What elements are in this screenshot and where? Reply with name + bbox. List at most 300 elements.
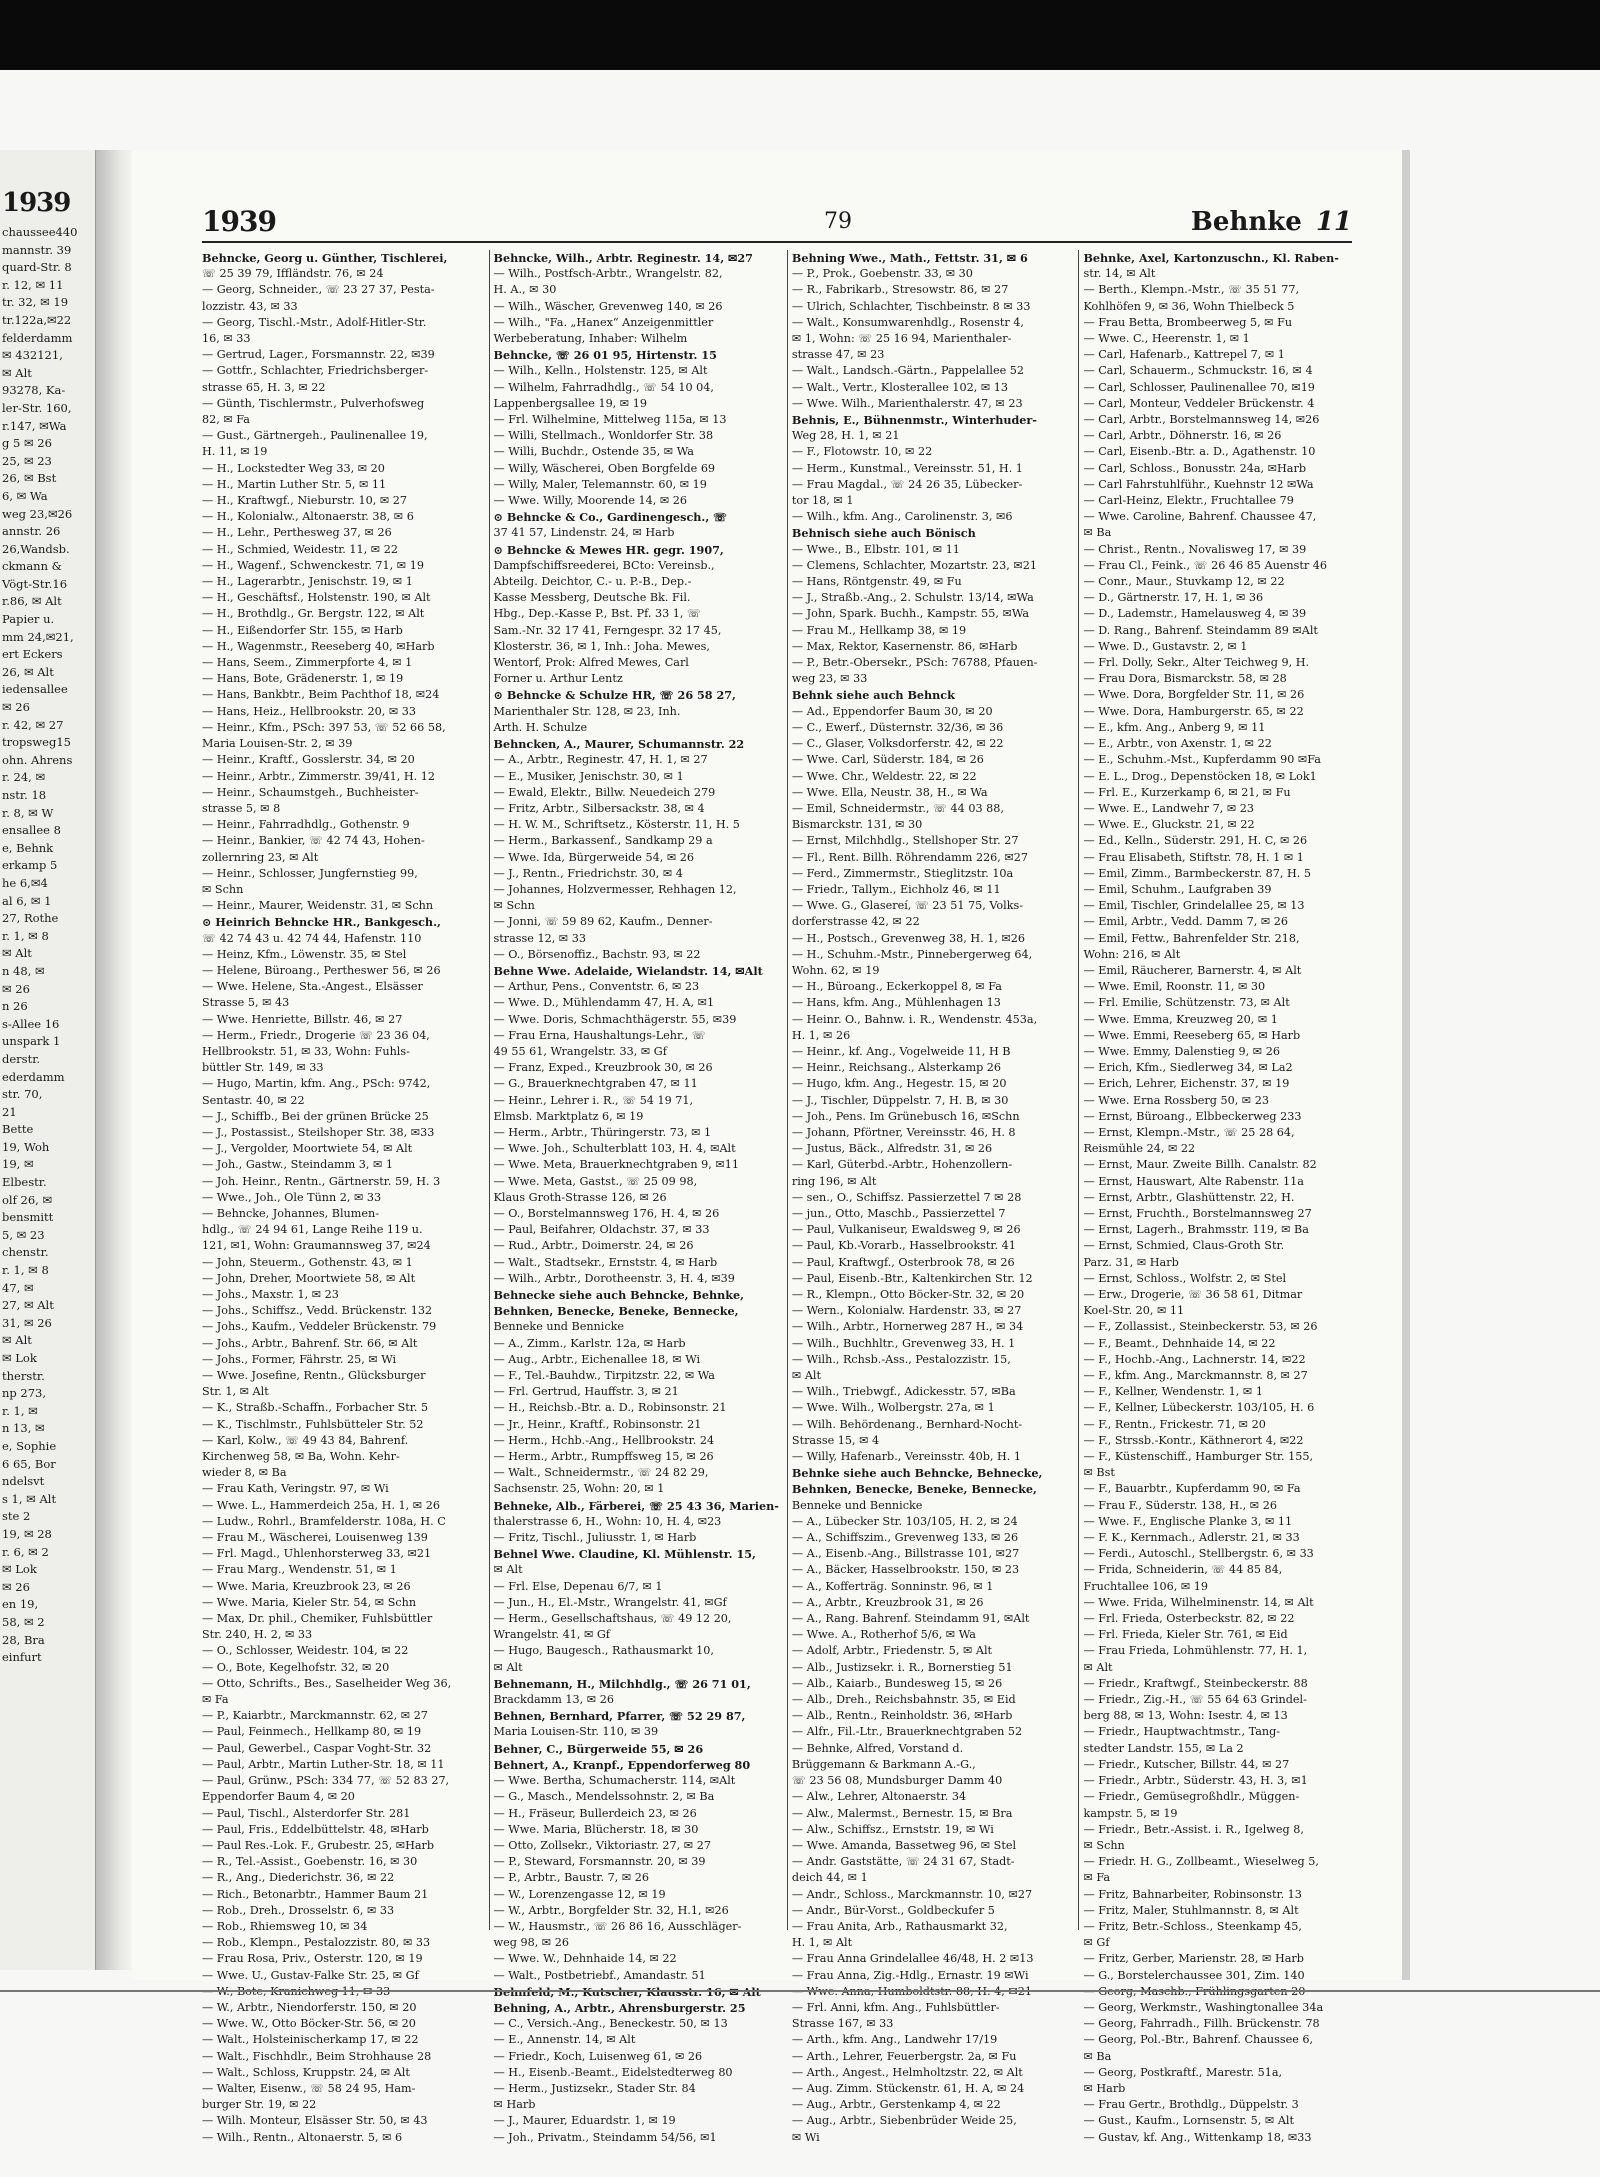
directory-entry-line: — Ulrich, Schlachter, Tischbeinstr. 8 ✉ 33 [791, 299, 1031, 313]
directory-entry-line: — Johs., Kaufm., Veddeler Brückenstr. 79 [202, 1320, 437, 1334]
directory-entry-line: — Wwe. D., Gustavstr. 2, ✉ 1 [1083, 639, 1248, 653]
directory-entry-line: — E., Annenstr. 14, ✉ Alt [493, 2033, 636, 2047]
directory-entry-line: — A., Schiffszim., Grevenweg 133, ✉ 26 [791, 1531, 1019, 1545]
directory-entry-line: — Frau Dora, Bismarckstr. 58, ✉ 28 [1083, 672, 1287, 686]
directory-entry-line: H. 1, ✉ Alt [791, 1936, 853, 1950]
directory-entry-line: — Berth., Klempn.-Mstr., ☏ 35 51 77, [1083, 283, 1300, 297]
directory-entry-line: dorferstrasse 42, ✉ 22 [791, 915, 920, 929]
directory-entry-line: ⊙ Heinrich Behncke HR., Bankgesch., [202, 915, 441, 930]
directory-entry-line: — Gustav, kf. Ang., Wittenkamp 18, ✉33 [1083, 2130, 1312, 2144]
previous-page-line: ✉ Lok [2, 1562, 37, 1577]
directory-entry-line: — Wwe. Willy, Moorende 14, ✉ 26 [493, 494, 688, 508]
directory-entry-line: — Wilh., "Fa. „Hanex“ Anzeigenmittler [493, 315, 714, 329]
directory-entry-line: Behnemann, H., Milchhdlg., ☏ 26 71 01, [493, 1676, 751, 1691]
directory-entry-line: — Wwe. Wilh., Marienthalerstr. 47, ✉ 23 [791, 396, 1023, 410]
directory-entry-line: — Frau Elisabeth, Stiftstr. 78, H. 1 ✉ 1 [1083, 850, 1304, 864]
directory-entry-line: — E., Arbtr., von Axenstr. 1, ✉ 22 [1083, 737, 1272, 751]
directory-entry-line: — Rob., Klempn., Pestalozzistr. 80, ✉ 33 [202, 1936, 431, 1950]
directory-entry-line: — Walt., Schneidermstr., ☏ 24 82 29, [493, 1466, 709, 1480]
directory-entry-line: — Paul, Kraftwgf., Osterbrook 78, ✉ 26 [791, 1255, 1015, 1269]
directory-entry-line: 37 41 57, Lindenstr. 24, ✉ Harb [493, 526, 675, 540]
directory-entry-line: Benneke und Bennicke [493, 1320, 625, 1334]
directory-entry-line: Behnk siehe auch Behnck [791, 688, 955, 703]
directory-entry-line: — Friedr., Kraftwgf., Steinbeckerstr. 88 [1083, 1676, 1308, 1690]
directory-entry-line: — H., Kolonialw., Altonaerstr. 38, ✉ 6 [202, 510, 414, 524]
directory-entry-line: Behnen, Bernhard, Pfarrer, ☏ 52 29 87, [493, 1709, 746, 1724]
directory-entry-line: — Wwe. Emmy, Dalenstieg 9, ✉ 26 [1083, 1044, 1280, 1058]
directory-entry-line: — Paul, Vulkaniseur, Ewaldsweg 9, ✉ 26 [791, 1223, 1021, 1237]
previous-page-line: tr. 32, ✉ 19 [2, 295, 69, 310]
directory-entry-line: — H., Geschäftsf., Holstenstr. 190, ✉ Alt [202, 591, 431, 605]
directory-entry-line: ✉ Alt [493, 1563, 523, 1577]
directory-entry-line: — Frau Gertr., Brothdlg., Düppelstr. 3 [1083, 2098, 1299, 2112]
directory-entry-line: — Wwe., B., Elbstr. 101, ✉ 11 [791, 542, 960, 556]
directory-entry-line: — Gust., Gärtnergeh., Paulinenallee 19, [202, 429, 428, 443]
previous-page-line: erkamp 5 [2, 858, 58, 873]
directory-entry-line: — Wwe. Ella, Neustr. 38, H., ✉ Wa [791, 785, 988, 799]
directory-entry-line: Sachsenstr. 25, Wohn: 20, ✉ 1 [493, 1482, 665, 1496]
directory-entry-line: — Rich., Betonarbtr., Hammer Baum 21 [202, 1887, 429, 1901]
directory-entry-line: ✉ Schn [1083, 1838, 1125, 1852]
directory-entry-line: — Heinr., Bankier, ☏ 42 74 43, Hohen- [202, 834, 425, 848]
previous-page-line: ert Eckers [2, 647, 63, 662]
previous-page-line: Elbestr. [2, 1175, 47, 1190]
previous-page-line: ✉ Alt [2, 365, 32, 380]
directory-entry-line: — Heinz, Kfm., Löwenstr. 35, ✉ Stel [202, 947, 407, 961]
directory-entry-line: — F., Flotowstr. 10, ✉ 22 [791, 445, 933, 459]
directory-entry-line: — Wwe. D., Mühlendamm 47, H. A, ✉1 [493, 996, 715, 1010]
directory-entry-line: — Wwe. Meta, Brauerknechtgraben 9, ✉11 [493, 1158, 739, 1172]
previous-page-line: ✉ 26 [2, 1579, 30, 1594]
directory-entry-line: — E. L., Drog., Depenstöcken 18, ✉ Lok1 [1083, 769, 1317, 783]
directory-entry-line: — Johs., Schiffsz., Vedd. Brückenstr. 132 [202, 1304, 433, 1318]
previous-page-line: n 48, ✉ [2, 963, 45, 978]
directory-entry-line: — J., Postassist., Steilshoper Str. 38, ✉33 [202, 1125, 435, 1139]
previous-page-line: s-Allee 16 [2, 1016, 60, 1031]
directory-entry-line: 49 55 61, Wrangelstr. 33, ✉ Gf [493, 1044, 667, 1058]
directory-entry-line: Behner, C., Bürgerweide 55, ✉ 26 [493, 1741, 704, 1756]
directory-entry-line: — Wilh. Monteur, Elsässer Str. 50, ✉ 43 [202, 2114, 428, 2128]
directory-entry-line: — Wwe. Meta, Gastst., ☏ 25 09 98, [493, 1174, 698, 1188]
directory-entry-line: — John, Spark. Buchh., Kampstr. 55, ✉Wa [791, 607, 1030, 621]
directory-entry-line: — Ed., Kelln., Süderstr. 291, H. C, ✉ 26 [1083, 834, 1308, 848]
directory-entry-line: — Fritz, Bahnarbeiter, Robinsonstr. 13 [1083, 1887, 1302, 1901]
previous-page-line: r.86, ✉ Alt [2, 594, 62, 609]
directory-entry-line: — Herm., Kunstmal., Vereinsstr. 51, H. 1 [791, 461, 1023, 475]
directory-entry-line: — O., Börsenoffiz., Bachstr. 93, ✉ 22 [493, 947, 701, 961]
directory-entry-line: Str. 1, ✉ Alt [202, 1385, 269, 1399]
previous-page-line: s 1, ✉ Alt [2, 1491, 57, 1506]
directory-entry-line: — Frau Cl., Feink., ☏ 26 46 85 Auenstr 46 [1083, 558, 1327, 572]
directory-entry-line: — W., Arbtr., Borgfelder Str. 32, H.1, ✉26 [493, 1903, 729, 1917]
directory-entry-line: — Alb., Kaiarb., Bundesweg 15, ✉ 26 [791, 1676, 1003, 1690]
directory-entry-line: — F., Küstenschiff., Hamburger Str. 155, [1083, 1450, 1314, 1464]
directory-page [132, 150, 1402, 2144]
previous-page-line: 27, ✉ Alt [2, 1298, 54, 1313]
directory-entry-line: — Herm., Friedr., Drogerie ☏ 23 36 04, [202, 1028, 430, 1042]
previous-page-line: r. 1, ✉ 8 [2, 928, 49, 943]
directory-entry-line: — Herm., Gesellschaftshaus, ☏ 49 12 20, [493, 1612, 732, 1626]
directory-entry-line: — Friedr. H. G., Zollbeamt., Wieselweg 5, [1083, 1855, 1319, 1869]
directory-entry-line: — Wwe. Joh., Schulterblatt 103, H. 4, ✉Alt [493, 1142, 736, 1156]
directory-entry-line: — Wwe. Dora, Hamburgerstr. 65, ✉ 22 [1083, 704, 1304, 718]
previous-page-line: ckmann & [2, 559, 62, 574]
directory-entry-line: — Ernst, Lagerh., Brahmsstr. 119, ✉ Ba [1083, 1223, 1309, 1237]
directory-entry-line: — Georg, Postkraftf., Marestr. 51a, [1083, 2065, 1283, 2079]
directory-entry-line: — Fritz, Arbtr., Silbersackstr. 38, ✉ 4 [493, 801, 705, 815]
directory-entry-line: — Paul, Kb.-Vorarb., Hasselbrookstr. 41 [791, 1239, 1016, 1253]
directory-entry-line: — A., Kofferträg. Sonninstr. 96, ✉ 1 [791, 1579, 994, 1593]
directory-entry-line: — Ernst, Schmied, Claus-Groth Str. [1083, 1239, 1285, 1253]
directory-entry-line: — Hugo, Martin, kfm. Ang., PSch: 9742, [202, 1077, 431, 1091]
previous-page-line: weg 23,✉26 [2, 506, 73, 521]
directory-entry-line: — Ewald, Elektr., Billw. Neuedeich 279 [493, 785, 716, 799]
previous-page-line: 19, ✉ 28 [2, 1526, 52, 1541]
previous-page-line: Bette [2, 1122, 34, 1137]
directory-entry-line: thalerstrasse 6, H., Wohn: 10, H. 4, ✉23 [493, 1514, 722, 1528]
directory-entry-line: — Frau Frieda, Lohmühlenstr. 77, H. 1, [1083, 1644, 1308, 1658]
directory-entry-line: — Carl, Schauerm., Schmuckstr. 16, ✉ 4 [1083, 364, 1313, 378]
directory-entry-line: — Hugo, kfm. Ang., Hegestr. 15, ✉ 20 [791, 1077, 1007, 1091]
directory-entry-line: — Heinr., Fahrradhdlg., Gothenstr. 9 [202, 818, 410, 832]
directory-entry-line: — Andr., Bür-Vorst., Goldbeckufer 5 [791, 1903, 995, 1917]
directory-entry-line: — Johs., Maxstr. 1, ✉ 23 [202, 1288, 339, 1301]
directory-entry-line: — Frl. Emilie, Schützenstr. 73, ✉ Alt [1083, 996, 1290, 1010]
directory-entry-line: — C., Glaser, Volksdorferstr. 42, ✉ 22 [791, 737, 1004, 751]
directory-entry-line: — Gottfr., Schlachter, Friedrichsberger- [202, 364, 429, 378]
directory-entry-line: weg 23, ✉ 33 [791, 672, 868, 686]
directory-entry-line: — A., Eisenb.-Ang., Billstrasse 101, ✉27 [791, 1547, 1020, 1561]
previous-page-line: 19, ✉ [2, 1157, 34, 1172]
directory-entry-line: — Ernst, Klempn.-Mstr., ☏ 25 28 64, [1083, 1125, 1295, 1139]
directory-entry-line: — Friedr., Koch, Luisenweg 61, ✉ 26 [493, 2049, 703, 2063]
directory-entry-line: — Herm., Justizsekr., Stader Str. 84 [493, 2081, 696, 2095]
directory-entry-line: Wohn: 216, ✉ Alt [1083, 947, 1181, 961]
previous-page-line: 21 [2, 1104, 17, 1119]
directory-entry-line: — Georg, Pol.-Btr., Bahrenf. Chaussee 6, [1083, 2033, 1314, 2047]
directory-entry-line: — W., Hausmstr., ☏ 26 86 16, Ausschläger- [493, 1919, 742, 1933]
previous-page-line: en 19, [2, 1597, 39, 1612]
directory-entry-line: Lappenbergsallee 19, ✉ 19 [493, 396, 647, 410]
previous-page-line: ✉ 432121, [2, 348, 63, 363]
directory-entry-line: Klaus Groth-Strasse 126, ✉ 26 [493, 1190, 667, 1204]
directory-entry-line: Behnel Wwe. Claudine, Kl. Mühlenstr. 15, [493, 1547, 756, 1562]
directory-entry-line: — Wilh., Triebwgf., Adickesstr. 57, ✉Ba [791, 1385, 1016, 1399]
directory-entry-line: — Walt., Konsumwarenhdlg., Rosenstr 4, [791, 315, 1024, 329]
previous-page-line: ohn. Ahrens [2, 752, 73, 767]
directory-entry-line: — Friedr., Kutscher, Billstr. 44, ✉ 27 [1083, 1757, 1290, 1771]
directory-entry-line: — Carl, Schlosser, Paulinenallee 70, ✉19 [1083, 380, 1315, 394]
directory-entry-line: — Walt., Landsch.-Gärtn., Pappelallee 52 [791, 364, 1025, 378]
page-edge-shadow [1402, 150, 1410, 1980]
previous-page-line: np 273, [2, 1386, 47, 1401]
directory-entry-line: — Heinr., Schlosser, Jungfernstieg 99, [202, 866, 418, 880]
directory-entry-line: — Frau Anita, Arb., Rathausmarkt 32, [791, 1919, 1008, 1933]
directory-entry-line: Brackdamm 13, ✉ 26 [493, 1693, 614, 1707]
directory-entry-line: — Ernst, Hauswart, Alte Rabenstr. 11a [1083, 1174, 1304, 1188]
directory-entry-line: — H., Kraftwgf., Nieburstr. 10, ✉ 27 [202, 494, 408, 508]
directory-entry-line: — Frau Anna Grindelallee 46/48, H. 2 ✉13 [791, 1952, 1034, 1966]
directory-entry-line: kampstr. 5, ✉ 19 [1083, 1806, 1178, 1820]
column-2 [489, 250, 779, 2144]
directory-entry-line: — sen., O., Schiffsz. Passierzettel 7 ✉ 28 [791, 1190, 1022, 1204]
previous-page-line: ensallee 8 [2, 823, 61, 838]
directory-entry-line: — Wwe. Helene, Sta.-Angest., Elsässer [202, 980, 423, 994]
directory-entry-line: ☏ 23 56 08, Mundsburger Damm 40 [791, 1774, 1003, 1788]
directory-entry-line: strasse 65, H. 3, ✉ 22 [202, 380, 326, 394]
directory-entry-line: — Carl-Heinz, Elektr., Fruchtallee 79 [1083, 494, 1294, 508]
directory-entry-line: — Walt., Schloss, Kruppstr. 24, ✉ Alt [202, 2065, 410, 2079]
directory-entry-line: — Frau Rosa, Priv., Osterstr. 120, ✉ 19 [202, 1952, 423, 1966]
previous-page-line: e, Behnk [2, 840, 54, 855]
directory-entry-line: Reismühle 24, ✉ 22 [1083, 1142, 1196, 1156]
directory-entry-line: — H., Lagerarbtr., Jenischstr. 19, ✉ 1 [202, 575, 413, 589]
directory-entry-line: — Ernst, Arbtr., Glashüttenstr. 22, H. [1083, 1190, 1295, 1204]
directory-entry-line: — Wwe. Bertha, Schumacherstr. 114, ✉Alt [493, 1774, 736, 1788]
directory-entry-line: Benneke und Bennicke [791, 1498, 923, 1512]
directory-entry-line: Sentastr. 40, ✉ 22 [202, 1093, 305, 1107]
directory-entry-line: — Willy, Wäscherei, Oben Borgfelde 69 [493, 461, 716, 475]
directory-entry-line: 121, ✉1, Wohn: Graumannsweg 37, ✉24 [202, 1239, 431, 1253]
directory-entry-line: — Arth., Lehrer, Feuerbergstr. 2a, ✉ Fu [791, 2049, 1017, 2063]
directory-entry-line: — R., Ang., Diederichstr. 36, ✉ 22 [202, 1871, 395, 1885]
directory-entry-line: — Heinr., Arbtr., Zimmerstr. 39/41, H. 12 [202, 769, 436, 783]
directory-entry-line: — P., Steward, Forsmannstr. 20, ✉ 39 [493, 1855, 706, 1869]
directory-entry-line: ⊙ Behncke & Schulze HR, ☏ 26 58 27, [493, 688, 736, 703]
directory-entry-line: — H., Schuhm.-Mstr., Pinnebergerweg 64, [791, 947, 1033, 961]
directory-entry-line: Elmsb. Marktplatz 6, ✉ 19 [493, 1109, 644, 1123]
directory-entry-line: — Justus, Bäck., Alfredstr. 31, ✉ 26 [791, 1142, 993, 1156]
directory-entry-line: — Frl. Dolly, Sekr., Alter Teichweg 9, H. [1083, 656, 1310, 670]
previous-page-line: Papier u. [2, 612, 55, 627]
previous-page-line: quard-Str. 8 [2, 260, 72, 275]
directory-entry-line: — Hans, Seem., Zimmerpforte 4, ✉ 1 [202, 656, 413, 670]
directory-entry-line: — Max, Rektor, Kasernenstr. 86, ✉Harb [791, 639, 1018, 653]
directory-entry-line: — C., Ewerf., Düsternstr. 32/36, ✉ 36 [791, 720, 1004, 734]
previous-page-line: mannstr. 39 [2, 242, 72, 257]
directory-entry-line: — Frau Kath, Veringstr. 97, ✉ Wi [202, 1482, 389, 1496]
directory-entry-line: — Wwe. Chr., Weldestr. 22, ✉ 22 [791, 769, 977, 783]
directory-entry-line: — Friedr., Gemüsegroßhdlr., Müggen- [1083, 1790, 1300, 1804]
directory-entry-line: — Heinr., Reichsang., Alsterkamp 26 [791, 1061, 1002, 1075]
directory-entry-line: — Heinr. O., Bahnw. i. R., Wendenstr. 453a, [791, 1012, 1038, 1026]
directory-entry-line: — Rud., Arbtr., Doimerstr. 24, ✉ 26 [493, 1239, 694, 1253]
directory-entry-line: — Frl. Frieda, Kieler Str. 761, ✉ Eid [1083, 1628, 1288, 1642]
directory-entry-line: Str. 240, H. 2, ✉ 33 [202, 1628, 313, 1642]
directory-entry-line: Hbg., Dep.-Kasse P., Bst. Pf. 33 1, ☏ [493, 607, 701, 621]
previous-page-line: therstr. [2, 1368, 45, 1383]
previous-page-line: 28, Bra [2, 1632, 45, 1647]
directory-entry-line: H. A., ✉ 30 [493, 283, 557, 297]
directory-entry-line: — Ludw., Rohrl., Bramfelderstr. 108a, H. C [202, 1514, 446, 1528]
previous-page-line: 58, ✉ 2 [2, 1614, 45, 1629]
directory-entry-line: — H. W. M., Schriftsetz., Kösterstr. 11, H. 5 [493, 818, 740, 832]
directory-entry-line: — Willy, Maler, Telemannstr. 60, ✉ 19 [493, 477, 707, 491]
directory-entry-line: — Wilh., Rchsb.-Ass., Pestalozzistr. 15, [791, 1352, 1011, 1366]
directory-entry-line: — Wilh., Buchhltr., Grevenweg 33, H. 1 [791, 1336, 1016, 1350]
directory-entry-line: — Wilh., Wäscher, Grevenweg 140, ✉ 26 [493, 299, 723, 313]
previous-page-line: r. 8, ✉ W [2, 805, 54, 820]
previous-page-line: 6 65, Bor [2, 1456, 56, 1471]
directory-entry-line: — Heinr., Kraftf., Gosslerstr. 34, ✉ 20 [202, 753, 415, 767]
directory-entry-line: — J., Vergolder, Moortwiete 54, ✉ Alt [202, 1142, 413, 1156]
entry-columns [202, 250, 1362, 2144]
directory-entry-line: — R., Tel.-Assist., Goebenstr. 16, ✉ 30 [202, 1855, 418, 1869]
directory-entry-line: — Wwe. Emil, Roonstr. 11, ✉ 30 [1083, 980, 1266, 994]
directory-entry-line: H. 1, ✉ 26 [791, 1028, 851, 1042]
directory-entry-line: Behning, A., Arbtr., Ahrensburgerstr. 25 [493, 2000, 746, 2015]
previous-page-line: 47, ✉ [2, 1280, 34, 1295]
directory-entry-line: — Paul, Arbtr., Martin Luther-Str. 18, ✉ 11 [202, 1757, 445, 1771]
previous-page-line: tropsweg15 [2, 735, 71, 750]
previous-page-line: chaussee440 [2, 225, 78, 239]
directory-entry-line: — Paul, Gewerbel., Caspar Voght-Str. 32 [202, 1741, 432, 1755]
directory-entry-line: — Jr., Heinr., Kraftf., Robinsonstr. 21 [493, 1417, 702, 1431]
scan-bottom-edge [0, 1990, 1600, 1992]
column-3 [787, 250, 1071, 2144]
directory-entry-line: — Hans, Röntgenstr. 49, ✉ Fu [791, 575, 962, 589]
directory-entry-line: — A., Rang. Bahrenf. Steindamm 91, ✉Alt [791, 1612, 1030, 1626]
directory-entry-line: — Rob., Rhiemsweg 10, ✉ 34 [202, 1919, 368, 1933]
directory-entry-line: — D. Rang., Bahrenf. Steindamm 89 ✉Alt [1083, 623, 1318, 637]
previous-page-fragment [0, 150, 97, 1970]
directory-entry-line: — A., Zimm., Karlstr. 12a, ✉ Harb [493, 1336, 686, 1350]
directory-entry-line: — Ernst, Fruchth., Borstelmannsweg 27 [1083, 1206, 1312, 1220]
directory-entry-line: — Frau Magdal., ☏ 24 26 35, Lübecker- [791, 477, 1023, 491]
directory-entry-line: — Hans, Bankbtr., Beim Pachthof 18, ✉24 [202, 688, 440, 702]
directory-entry-line: ✉ Bst [1083, 1466, 1115, 1480]
directory-entry-line: — H., Brothdlg., Gr. Bergstr. 122, ✉ Alt [202, 607, 425, 621]
directory-entry-line: — Erich, Kfm., Siedlerweg 34, ✉ La2 [1083, 1061, 1293, 1075]
directory-entry-line: deich 44, ✉ 1 [791, 1871, 868, 1885]
directory-entry-line: — K., Tischlmstr., Fuhlsbütteler Str. 52 [202, 1417, 424, 1431]
directory-entry-line: — Wwe. Erna Rossberg 50, ✉ 23 [1083, 1093, 1269, 1107]
directory-entry-line: strasse 12, ✉ 33 [493, 931, 586, 945]
directory-entry-line: Behncke, Wilh., Arbtr. Reginestr. 14, ✉27 [493, 251, 753, 265]
directory-entry-line: Behnke, Axel, Kartonzuschn., Kl. Raben- [1083, 251, 1339, 265]
directory-entry-line: Eppendorfer Baum 4, ✉ 20 [202, 1790, 355, 1804]
directory-entry-line: — H., Martin Luther Str. 5, ✉ 11 [202, 477, 387, 491]
directory-entry-line: — Fritz, Gerber, Marienstr. 28, ✉ Harb [1083, 1952, 1304, 1966]
directory-entry-line: — Wilh., kfm. Ang., Carolinenstr. 3, ✉6 [791, 510, 1013, 524]
directory-entry-line: — Wwe. W., Dehnhaide 14, ✉ 22 [493, 1952, 677, 1966]
directory-entry-line: ✉ Wi [791, 2130, 820, 2144]
directory-entry-line: — A., Lübecker Str. 103/105, H. 2, ✉ 24 [791, 1514, 1018, 1528]
directory-entry-line: — Wwe. Ida, Bürgerweide 54, ✉ 26 [493, 850, 694, 864]
directory-entry-line: — jun., Otto, Maschb., Passierzettel 7 [791, 1206, 1006, 1220]
directory-entry-line: — J., Straßb.-Ang., 2. Schulstr. 13/14, ✉Wa [791, 591, 1034, 605]
directory-entry-line: Behnis, E., Bühnenmstr., Winterhuder- [791, 413, 1037, 428]
directory-entry-line: — Heinr., Maurer, Weidenstr. 31, ✉ Schn [202, 899, 434, 913]
previous-page-line: ederdamm [2, 1069, 65, 1084]
previous-page-line: 19, Woh [2, 1139, 50, 1154]
previous-page-line: al 6, ✉ 1 [2, 893, 52, 908]
directory-entry-line: — P., Prok., Goebenstr. 33, ✉ 30 [791, 267, 973, 281]
directory-entry-line: — Hans, Heiz., Hellbrookstr. 20, ✉ 33 [202, 704, 417, 718]
directory-entry-line: — Wilh., Arbtr., Dorotheenstr. 3, H. 4, ✉39 [493, 1271, 735, 1285]
directory-entry-line: — Wwe. Henriette, Billstr. 46, ✉ 27 [202, 1012, 403, 1026]
directory-entry-line: — Walt., Postbetriebf., Amandastr. 51 [493, 1968, 706, 1982]
directory-entry-line: — Alb., Dreh., Reichsbahnstr. 35, ✉ Eid [791, 1693, 1016, 1707]
directory-entry-line: — Franz, Exped., Kreuzbrook 30, ✉ 26 [493, 1061, 713, 1075]
directory-entry-line: — Emil, Fettw., Bahrenfelder Str. 218, [1083, 931, 1300, 945]
directory-entry-line: — Walter, Eisenw., ☏ 58 24 95, Ham- [202, 2081, 416, 2095]
directory-entry-line: — Wwe. Amanda, Bassetweg 96, ✉ Stel [791, 1838, 1017, 1852]
directory-entry-line: Wohn. 62, ✉ 19 [791, 963, 880, 977]
directory-entry-line: — Ferdi., Autoschl., Stellbergstr. 6, ✉ 33 [1083, 1547, 1314, 1561]
directory-entry-line: ✉ Ba [1083, 526, 1112, 540]
directory-entry-line: — Friedr., Betr.-Assist. i. R., Igelweg 8, [1083, 1822, 1304, 1836]
directory-entry-line: — P., Betr.-Obersekr., PSch: 76788, Pfauen- [791, 656, 1038, 670]
directory-entry-line: — Wwe. Caroline, Bahrenf. Chaussee 47, [1083, 510, 1317, 524]
directory-entry-line: — Hans, kfm. Ang., Mühlenhagen 13 [791, 996, 1001, 1010]
directory-entry-line: — Aug. Zimm. Stückenstr. 61, H. A, ✉ 24 [791, 2081, 1025, 2095]
directory-entry-line: — Wwe. C., Heerenstr. 1, ✉ 1 [1083, 332, 1250, 346]
previous-page-line: 5, ✉ 23 [2, 1227, 45, 1242]
directory-entry-line: ☏ 25 39 79, Iffländstr. 76, ✉ 24 [202, 267, 384, 281]
directory-entry-line: — F., Strssb.-Kontr., Käthnerort 4, ✉22 [1083, 1433, 1304, 1447]
directory-entry-line: Bismarckstr. 131, ✉ 30 [791, 818, 923, 832]
previous-page-line: ndelsvt [2, 1474, 45, 1489]
directory-entry-line: — F., Rentn., Frickestr. 71, ✉ 20 [1083, 1417, 1266, 1431]
directory-entry-line: — Frl. Wilhelmine, Mittelweg 115a, ✉ 13 [493, 413, 727, 427]
directory-entry-line: — Johannes, Holzvermesser, Rehhagen 12, [493, 882, 737, 896]
directory-entry-line: — Alw., Lehrer, Altonaerstr. 34 [791, 1790, 967, 1804]
directory-entry-line: — G., Borstelerchaussee 301, Zim. 140 [1083, 1968, 1305, 1982]
directory-entry-line: strasse 47, ✉ 23 [791, 348, 885, 362]
directory-entry-line: — Conr., Maur., Stuvkamp 12, ✉ 22 [1083, 575, 1285, 589]
directory-entry-line: — Georg, Werkmstr., Washingtonallee 34a [1083, 2000, 1324, 2014]
page-number: 79 [824, 209, 852, 234]
directory-entry-line: Maria Louisen-Str. 2, ✉ 39 [202, 737, 353, 751]
directory-entry-line: — Wwe. U., Gustav-Falke Str. 25, ✉ Gf [202, 1968, 419, 1982]
previous-page-line: einfurt [2, 1650, 42, 1665]
directory-entry-line: — Carl Fahrstuhlführ., Kuehnstr 12 ✉Wa [1083, 477, 1314, 491]
directory-entry-line: — F., Bauarbtr., Kupferdamm 90, ✉ Fa [1083, 1482, 1301, 1496]
directory-entry-line: ✉ Schn [493, 899, 535, 913]
directory-entry-line: — Hugo, Baugesch., Rathausmarkt 10, [493, 1644, 714, 1658]
directory-entry-line: stedter Landstr. 155, ✉ La 2 [1083, 1741, 1244, 1755]
directory-entry-line: — Friedr., Arbtr., Süderstr. 43, H. 3, ✉1 [1083, 1774, 1308, 1788]
previous-page-line: felderdamm [2, 330, 73, 345]
directory-entry-line: — Arthur, Pens., Conventstr. 6, ✉ 23 [493, 980, 700, 994]
previous-page-line: 25, ✉ 23 [2, 453, 52, 468]
directory-entry-line: — Frau F., Süderstr. 138, H., ✉ 26 [1083, 1498, 1277, 1512]
directory-entry-line: — Willi, Stellmach., Wonldorfer Str. 38 [493, 429, 714, 443]
directory-entry-line: — Wwe. G., Glasereí, ☏ 23 51 75, Volks- [791, 899, 1024, 913]
directory-entry-line: — G., Masch., Mendelssohnstr. 2, ✉ Ba [493, 1790, 715, 1804]
directory-entry-line: — Joh., Gastw., Steindamm 3, ✉ 1 [202, 1158, 394, 1172]
directory-entry-line: — Max, Dr. phil., Chemiker, Fuhlsbüttler [202, 1612, 433, 1626]
directory-entry-line: Behnken, Benecke, Beneke, Bennecke, [493, 1304, 739, 1319]
directory-entry-line: — Ad., Eppendorfer Baum 30, ✉ 20 [791, 704, 993, 718]
directory-entry-line: — Willy, Hafenarb., Vereinsstr. 40b, H. 1 [791, 1450, 1022, 1464]
directory-entry-line: — Wwe. F., Englische Planke 3, ✉ 11 [1083, 1514, 1293, 1528]
previous-page-line: g 5 ✉ 26 [2, 436, 52, 451]
directory-entry-line: strasse 5, ✉ 8 [202, 801, 281, 815]
directory-entry-line: — Heinr., kf. Ang., Vogelweide 11, H B [791, 1044, 1011, 1058]
directory-entry-line: — Frl. Frieda, Osterbeckstr. 82, ✉ 22 [1083, 1612, 1295, 1626]
running-head-label: 11 [1315, 207, 1352, 237]
directory-entry-line: wieder 8, ✉ Ba [202, 1466, 287, 1480]
previous-page-line: r. 12, ✉ 11 [2, 277, 64, 292]
directory-entry-line: Wentorf, Prok: Alfred Mewes, Carl [493, 656, 689, 670]
directory-entry-line: Behneke, Alb., Färberei, ☏ 25 43 36, Marien- [493, 1498, 779, 1513]
directory-entry-line: — Emil, Zimm., Barmbeckerstr. 87, H. 5 [1083, 866, 1311, 880]
directory-entry-line: — Wwe. Emmi, Reeseberg 65, ✉ Harb [1083, 1028, 1301, 1042]
scan-border-top [0, 0, 1600, 70]
directory-entry-line: — Frau M., Hellkamp 38, ✉ 19 [791, 623, 967, 637]
